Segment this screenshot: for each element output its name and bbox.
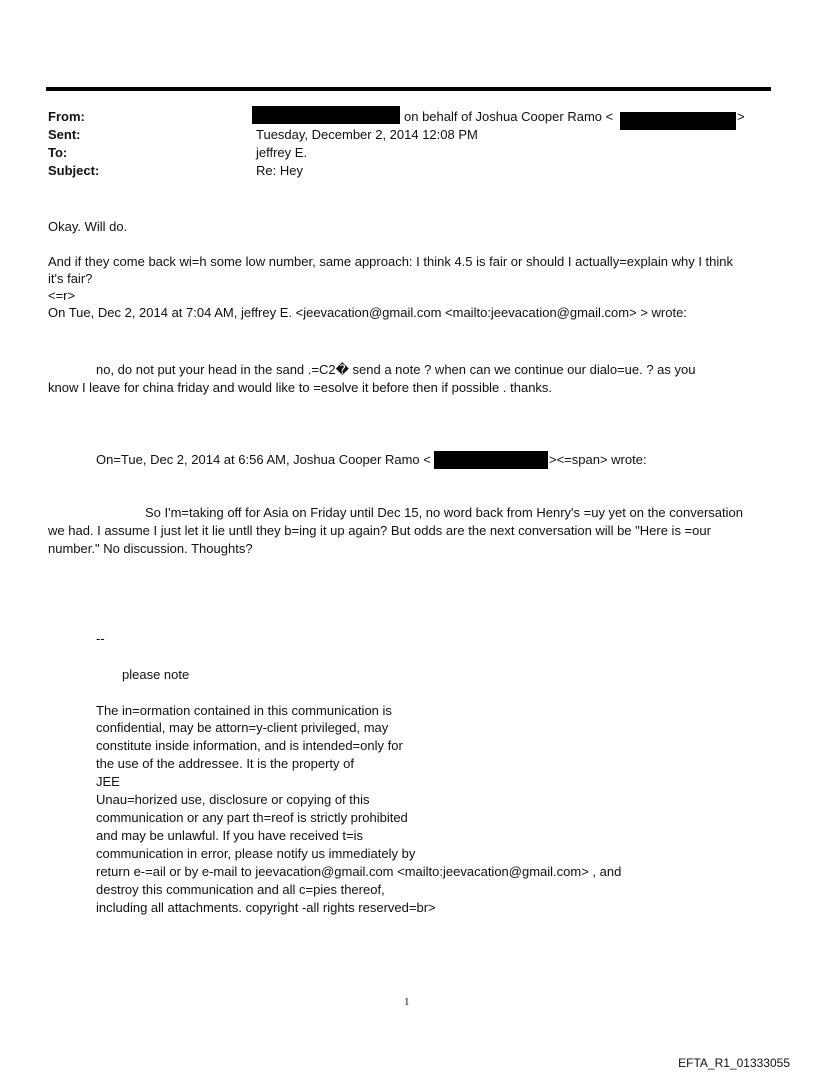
to-label: To: (48, 145, 68, 160)
page-number: 1 (404, 996, 410, 1008)
from-close: > (737, 109, 745, 124)
subject-label: Subject: (48, 163, 100, 178)
from-label: From: (48, 109, 85, 124)
body-line: no, do not put your head in the sand .=C2� send a note ? when can we continue our dialo=ue. ? as you (96, 362, 696, 377)
disclaimer-line: communication or any part th=reof is strictly prohibited (96, 810, 408, 825)
body-line: it's fair? (48, 271, 93, 286)
disclaimer-line: communication in error, please notify us immediately by (96, 846, 416, 861)
disclaimer-line: return e-=ail or by e-mail to jeevacation@gmail.com <mailto:jeevacation@gmail.com> , and (96, 864, 622, 879)
redaction-box (620, 112, 736, 130)
redaction-box (434, 451, 548, 469)
disclaimer-line: and may be unlawful. If you have received t=is (96, 828, 364, 843)
subject-value: Re: Hey (256, 163, 303, 178)
disclaimer-line: constitute inside information, and is intended=only for (96, 738, 403, 753)
signature-dash: -- (96, 631, 105, 646)
redaction-box (252, 106, 400, 124)
body-line: ><=span> wrote: (549, 452, 647, 467)
body-line: On Tue, Dec 2, 2014 at 7:04 AM, jeffrey E. <jeevacation@gmail.com <mailto:jeevacation@gmail.com> > wrote: (48, 305, 687, 320)
document-id: EFTA_R1_01333055 (678, 1056, 790, 1070)
body-line: know I leave for china friday and would like to =esolve it before then if possible . thanks. (48, 380, 553, 395)
from-value: on behalf of Joshua Cooper Ramo < (404, 109, 614, 124)
disclaimer-line: confidential, may be attorn=y-client privileged, may (96, 720, 389, 735)
signature-note: please note (122, 667, 190, 682)
body-line: number." No discussion. Thoughts? (48, 541, 253, 556)
sent-label: Sent: (48, 127, 81, 142)
disclaimer-line: JEE (96, 774, 120, 789)
body-line: And if they come back wi=h some low number, same approach: I think 4.5 is fair or should I actually=explain why I think (48, 254, 734, 269)
body-line: <=r> (48, 288, 76, 303)
disclaimer-line: the use of the addressee. It is the property of (96, 756, 354, 771)
disclaimer-line: including all attachments. copyright -all rights reserved=br> (96, 900, 436, 915)
to-value: jeffrey E. (256, 145, 308, 160)
sent-value: Tuesday, December 2, 2014 12:08 PM (256, 127, 478, 142)
disclaimer-line: The in=ormation contained in this communication is (96, 703, 392, 718)
disclaimer-line: Unau=horized use, disclosure or copying of this (96, 792, 370, 807)
header-rule (46, 87, 771, 91)
body-line: we had. I assume I just let it lie untll they b=ing it up again? But odds are the next conversation will be "Here is =our (48, 523, 711, 538)
body-line: Okay. Will do. (48, 219, 128, 234)
disclaimer-line: destroy this communication and all c=pies thereof, (96, 882, 385, 897)
body-line: So I'm=taking off for Asia on Friday until Dec 15, no word back from Henry's =uy yet on the conversation (145, 505, 743, 520)
body-line: On=Tue, Dec 2, 2014 at 6:56 AM, Joshua Cooper Ramo < (96, 452, 431, 467)
